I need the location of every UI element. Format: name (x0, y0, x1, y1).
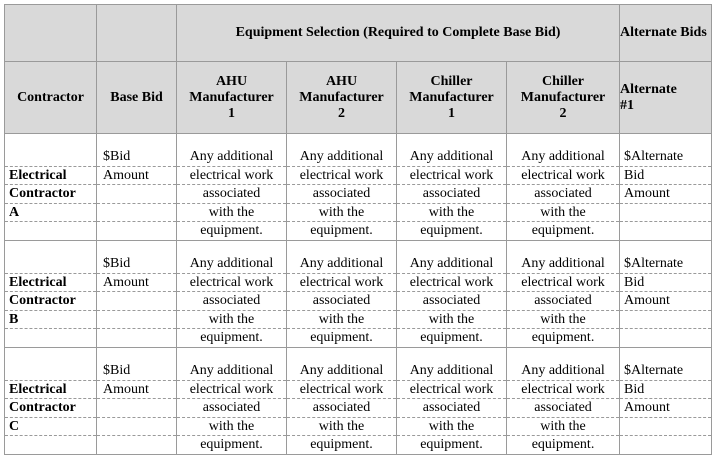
ahu2-column-header (287, 62, 397, 134)
equipment-text: Any additional (287, 148, 396, 167)
contractor-label: Contractor (17, 89, 84, 105)
equipment-text: Any additional (507, 148, 619, 167)
chiller1-column-header (397, 62, 507, 134)
bid-form-table (4, 4, 712, 455)
line-spacer (620, 222, 711, 240)
equipment-text: equipment. (310, 330, 373, 346)
contractor-text: C (5, 418, 96, 437)
ahu2-label-line: Manufacturer (299, 89, 384, 105)
base-bid-cell[interactable] (97, 241, 177, 348)
alternate1-cell[interactable] (620, 241, 712, 348)
equipment-text: Any additional (507, 255, 619, 274)
table-row (5, 348, 712, 455)
chiller1-label-line: Chiller (430, 73, 473, 89)
equipment-text: with the (397, 311, 506, 330)
alternate1-label-line: Alternate (620, 81, 677, 97)
line-spacer (5, 329, 96, 347)
equipment-text: equipment. (200, 330, 263, 346)
alternate-text: Amount (620, 399, 711, 418)
equipment-text: associated (507, 399, 619, 418)
equipment-text: Any additional (287, 255, 396, 274)
chiller2-cell[interactable] (507, 241, 620, 348)
equipment-text: Any additional (397, 148, 506, 167)
equipment-text: electrical work (397, 381, 506, 400)
equipment-text: electrical work (177, 274, 286, 293)
equipment-text: electrical work (287, 381, 396, 400)
ahu1-cell[interactable] (177, 348, 287, 455)
alternate-bids-label: Alternate Bids (620, 25, 707, 40)
base-bid-cell[interactable] (97, 134, 177, 241)
equipment-text: Any additional (287, 362, 396, 381)
equipment-text: equipment. (531, 330, 595, 346)
equipment-text: with the (287, 204, 396, 223)
equipment-text: electrical work (507, 381, 619, 400)
equipment-text: with the (397, 418, 506, 437)
chiller2-label-line: 2 (559, 105, 567, 121)
ahu1-cell[interactable] (177, 241, 287, 348)
equipment-text: equipment. (420, 330, 483, 346)
ahu1-label-line: 1 (228, 105, 235, 121)
line-spacer (620, 418, 711, 437)
chiller2-cell[interactable] (507, 134, 620, 241)
base-bid-label: Base Bid (110, 89, 163, 105)
equipment-text: with the (177, 311, 286, 330)
equipment-text: with the (177, 204, 286, 223)
chiller1-cell[interactable] (397, 348, 507, 455)
alternate-bids-header (620, 5, 712, 62)
contractor-text: Contractor (5, 185, 96, 204)
contractor-text: Electrical (5, 381, 96, 400)
base-bid-text: Amount (97, 381, 176, 400)
alternate1-label-line: #1 (620, 97, 635, 113)
equipment-text: equipment. (200, 223, 263, 239)
line-spacer (620, 329, 711, 347)
equipment-text: associated (397, 292, 506, 311)
line-spacer (5, 362, 96, 381)
line-spacer (5, 436, 96, 454)
line-spacer (97, 436, 176, 454)
ahu2-cell[interactable] (287, 134, 397, 241)
table-row (5, 134, 712, 241)
equipment-text: electrical work (397, 167, 506, 186)
equipment-text: associated (287, 185, 396, 204)
line-spacer (97, 204, 176, 223)
equipment-text: with the (507, 418, 619, 437)
base-bid-text: $Bid (97, 148, 176, 167)
equipment-text: Any additional (177, 255, 286, 274)
ahu2-cell[interactable] (287, 348, 397, 455)
chiller2-label-line: Manufacturer (520, 89, 606, 105)
equipment-text: equipment. (310, 223, 373, 239)
line-spacer (97, 292, 176, 311)
alternate-text: $Alternate (620, 148, 711, 167)
equipment-text: electrical work (507, 274, 619, 293)
chiller2-cell[interactable] (507, 348, 620, 455)
base-bid-column-header (97, 62, 177, 134)
line-spacer (620, 311, 711, 330)
base-bid-text: Amount (97, 167, 176, 186)
equipment-text: associated (177, 185, 286, 204)
chiller1-cell[interactable] (397, 241, 507, 348)
equipment-text: Any additional (507, 362, 619, 381)
ahu2-cell[interactable] (287, 241, 397, 348)
line-spacer (97, 399, 176, 418)
equipment-text: Any additional (397, 362, 506, 381)
equipment-text: associated (507, 185, 619, 204)
alternate-text: Amount (620, 185, 711, 204)
line-spacer (97, 222, 176, 240)
chiller1-label-line: Manufacturer (409, 89, 494, 105)
ahu2-label-line: 2 (338, 105, 345, 121)
equipment-text: associated (287, 399, 396, 418)
equipment-text: associated (287, 292, 396, 311)
equipment-text: with the (397, 204, 506, 223)
line-spacer (5, 222, 96, 240)
equipment-text: electrical work (287, 274, 396, 293)
ahu1-column-header (177, 62, 287, 134)
contractor-cell (5, 348, 97, 455)
equipment-text: Any additional (397, 255, 506, 274)
equipment-selection-label: Equipment Selection (Required to Complete Base Bid) (235, 25, 561, 40)
line-spacer (97, 185, 176, 204)
equipment-text: with the (287, 311, 396, 330)
chiller2-column-header (507, 62, 620, 134)
equipment-text: electrical work (287, 167, 396, 186)
equipment-text: with the (177, 418, 286, 437)
equipment-text: electrical work (177, 167, 286, 186)
equipment-text: electrical work (397, 274, 506, 293)
chiller1-cell[interactable] (397, 134, 507, 241)
equipment-text: with the (507, 204, 619, 223)
alternate1-cell[interactable] (620, 134, 712, 241)
base-bid-text: $Bid (97, 362, 176, 381)
equipment-text: with the (507, 311, 619, 330)
header-blank-contractor (5, 5, 97, 62)
alternate-text: Bid (620, 381, 711, 400)
equipment-text: equipment. (200, 437, 263, 453)
base-bid-text: Amount (97, 274, 176, 293)
equipment-text: equipment. (531, 223, 595, 239)
equipment-text: associated (397, 399, 506, 418)
chiller2-label-line: Chiller (542, 73, 585, 89)
ahu1-cell[interactable] (177, 134, 287, 241)
equipment-text: associated (177, 292, 286, 311)
equipment-text: with the (287, 418, 396, 437)
equipment-text: associated (177, 399, 286, 418)
equipment-text: equipment. (420, 223, 483, 239)
chiller1-label-line: 1 (448, 105, 455, 121)
line-spacer (620, 204, 711, 223)
contractor-text: Electrical (5, 274, 96, 293)
equipment-text: equipment. (420, 437, 483, 453)
line-spacer (5, 148, 96, 167)
contractor-cell (5, 134, 97, 241)
contractor-cell (5, 241, 97, 348)
alternate1-cell[interactable] (620, 348, 712, 455)
contractor-text: B (5, 311, 96, 330)
table-row (5, 241, 712, 348)
alternate1-column-header (620, 62, 712, 134)
ahu1-label-line: AHU (215, 73, 248, 89)
equipment-text: equipment. (531, 437, 595, 453)
alternate-text: Amount (620, 292, 711, 311)
line-spacer (97, 418, 176, 437)
equipment-text: Any additional (177, 148, 286, 167)
equipment-text: Any additional (177, 362, 286, 381)
header-blank-base-bid (97, 5, 177, 62)
equipment-selection-header (177, 5, 620, 62)
line-spacer (97, 329, 176, 347)
equipment-text: equipment. (310, 437, 373, 453)
alternate-text: $Alternate (620, 255, 711, 274)
contractor-text: Contractor (5, 292, 96, 311)
line-spacer (5, 255, 96, 274)
equipment-text: electrical work (177, 381, 286, 400)
equipment-text: electrical work (507, 167, 619, 186)
base-bid-cell[interactable] (97, 348, 177, 455)
line-spacer (97, 311, 176, 330)
contractor-text: Electrical (5, 167, 96, 186)
ahu2-label-line: AHU (325, 73, 358, 89)
ahu1-label-line: Manufacturer (189, 89, 274, 105)
base-bid-text: $Bid (97, 255, 176, 274)
contractor-column-header (5, 62, 97, 134)
alternate-text: $Alternate (620, 362, 711, 381)
alternate-text: Bid (620, 274, 711, 293)
equipment-text: associated (507, 292, 619, 311)
equipment-text: associated (397, 185, 506, 204)
contractor-text: Contractor (5, 399, 96, 418)
alternate-text: Bid (620, 167, 711, 186)
contractor-text: A (5, 204, 96, 223)
line-spacer (620, 436, 711, 454)
